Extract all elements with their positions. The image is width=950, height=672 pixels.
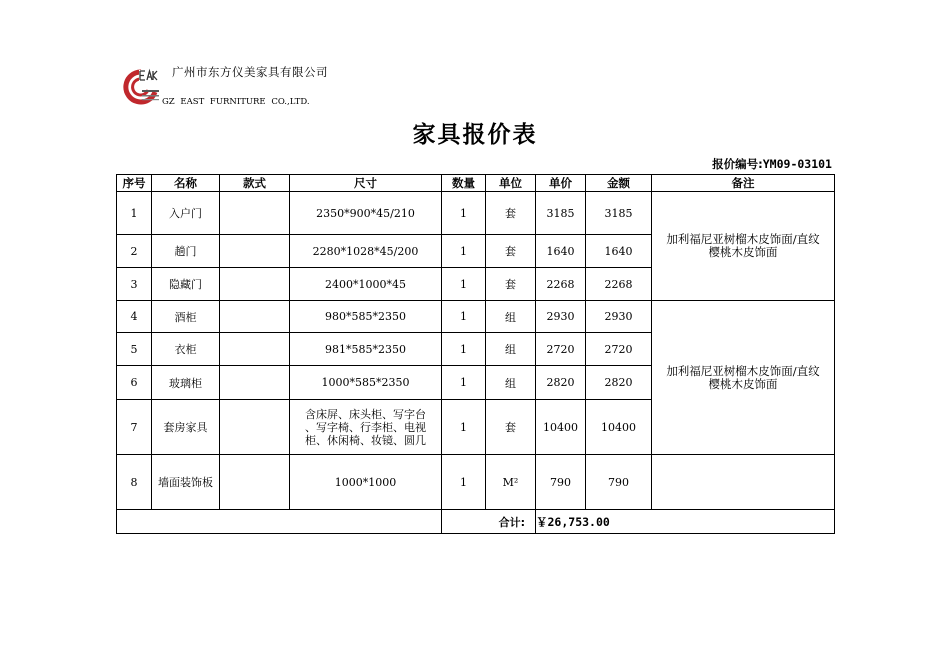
header-cell: 单价 xyxy=(536,175,586,192)
item-qty: 1 xyxy=(442,268,486,301)
item-name: 套房家具 xyxy=(152,400,220,455)
item-name: 隐藏门 xyxy=(152,268,220,301)
item-style xyxy=(220,455,290,510)
total-amount: 26,753.00 xyxy=(547,514,610,529)
item-price: 2820 xyxy=(536,366,586,400)
company-name-cn: 广州市东方仪美家具有限公司 xyxy=(172,65,328,79)
header-cell: 金额 xyxy=(586,175,652,192)
item-qty: 1 xyxy=(442,192,486,235)
company-name-en: GZ EAST FURNITURE CO.,LTD. xyxy=(162,97,310,107)
item-style xyxy=(220,268,290,301)
header-cell: 款式 xyxy=(220,175,290,192)
company-logo xyxy=(122,68,160,106)
item-qty: 1 xyxy=(442,301,486,333)
remark-line: 加利福尼亚树榴木皮饰面/直纹 xyxy=(666,363,820,378)
item-style xyxy=(220,400,290,455)
item-unit: M² xyxy=(486,455,536,510)
remark-cell xyxy=(652,455,835,510)
header-cell: 尺寸 xyxy=(290,175,442,192)
item-price: 790 xyxy=(536,455,586,510)
item-unit: 套 xyxy=(486,400,536,455)
item-name: 趟门 xyxy=(152,235,220,268)
quote-table xyxy=(116,174,835,534)
size-line: 含床屏、床头柜、写字台 xyxy=(305,407,426,421)
remark-line: 樱桃木皮饰面 xyxy=(708,245,778,259)
item-amount: 2720 xyxy=(586,333,652,366)
item-name: 酒柜 xyxy=(152,301,220,333)
item-style xyxy=(220,235,290,268)
item-name: 衣柜 xyxy=(152,333,220,366)
quote-number xyxy=(712,156,832,172)
item-price: 3185 xyxy=(536,192,586,235)
item-amount: 3185 xyxy=(586,192,652,235)
item-name: 入户门 xyxy=(152,192,220,235)
item-unit: 套 xyxy=(486,235,536,268)
item-size: 2350*900*45/210 xyxy=(290,192,442,235)
item-amount: 1640 xyxy=(586,235,652,268)
item-qty: 1 xyxy=(442,235,486,268)
item-size: 2400*1000*45 xyxy=(290,268,442,301)
remark-cell xyxy=(652,192,835,301)
quote-number-label: 报价编号: xyxy=(712,157,763,171)
item-qty: 1 xyxy=(442,366,486,400)
item-style xyxy=(220,301,290,333)
item-price: 2930 xyxy=(536,301,586,333)
item-unit: 组 xyxy=(486,301,536,333)
item-unit: 套 xyxy=(486,268,536,301)
row-no: 6 xyxy=(117,366,152,400)
total-row xyxy=(117,510,835,534)
header-cell: 名称 xyxy=(152,175,220,192)
item-size: 1000*1000 xyxy=(290,455,442,510)
page-title: 家具报价表 xyxy=(412,121,538,148)
item-qty: 1 xyxy=(442,400,486,455)
row-no: 7 xyxy=(117,400,152,455)
size-line: 柜、休闲椅、妆镜、圆几 xyxy=(305,433,426,447)
total-currency: ￥ xyxy=(536,514,548,529)
item-style xyxy=(220,366,290,400)
item-amount: 2930 xyxy=(586,301,652,333)
table-row xyxy=(117,301,835,333)
header-cell: 序号 xyxy=(117,175,152,192)
item-amount: 790 xyxy=(586,455,652,510)
row-no: 4 xyxy=(117,301,152,333)
item-price: 1640 xyxy=(536,235,586,268)
item-name: 墙面装饰板 xyxy=(152,455,220,510)
row-no: 3 xyxy=(117,268,152,301)
item-amount: 2268 xyxy=(586,268,652,301)
item-unit: 组 xyxy=(486,366,536,400)
item-qty: 1 xyxy=(442,333,486,366)
item-size: 981*585*2350 xyxy=(290,333,442,366)
item-amount: 2820 xyxy=(586,366,652,400)
total-blank-cell xyxy=(117,510,442,534)
item-price: 2268 xyxy=(536,268,586,301)
table-row xyxy=(117,455,835,510)
header-cell: 数量 xyxy=(442,175,486,192)
item-size: 2280*1028*45/200 xyxy=(290,235,442,268)
item-unit: 组 xyxy=(486,333,536,366)
remark-line: 樱桃木皮饰面 xyxy=(708,376,778,391)
item-style xyxy=(220,192,290,235)
item-price: 2720 xyxy=(536,333,586,366)
item-size: 980*585*2350 xyxy=(290,301,442,333)
item-size: 1000*585*2350 xyxy=(290,366,442,400)
remark-cell xyxy=(652,301,835,455)
row-no: 8 xyxy=(117,455,152,510)
item-amount: 10400 xyxy=(586,400,652,455)
remark-line: 加利福尼亚树榴木皮饰面/直纹 xyxy=(666,232,820,246)
item-price: 10400 xyxy=(536,400,586,455)
row-no: 2 xyxy=(117,235,152,268)
item-name: 玻璃柜 xyxy=(152,366,220,400)
total-value xyxy=(536,510,835,534)
item-size xyxy=(290,400,442,455)
header-cell: 单位 xyxy=(486,175,536,192)
table-header-row xyxy=(117,175,835,192)
table-row xyxy=(117,192,835,235)
row-no: 1 xyxy=(117,192,152,235)
total-label: 合计: xyxy=(442,510,536,534)
item-qty: 1 xyxy=(442,455,486,510)
size-line: 、写字椅、行李柜、电视 xyxy=(305,420,426,434)
quote-number-value: YM09-03101 xyxy=(762,157,832,171)
header-cell: 备注 xyxy=(652,175,835,192)
item-unit: 套 xyxy=(486,192,536,235)
row-no: 5 xyxy=(117,333,152,366)
item-style xyxy=(220,333,290,366)
